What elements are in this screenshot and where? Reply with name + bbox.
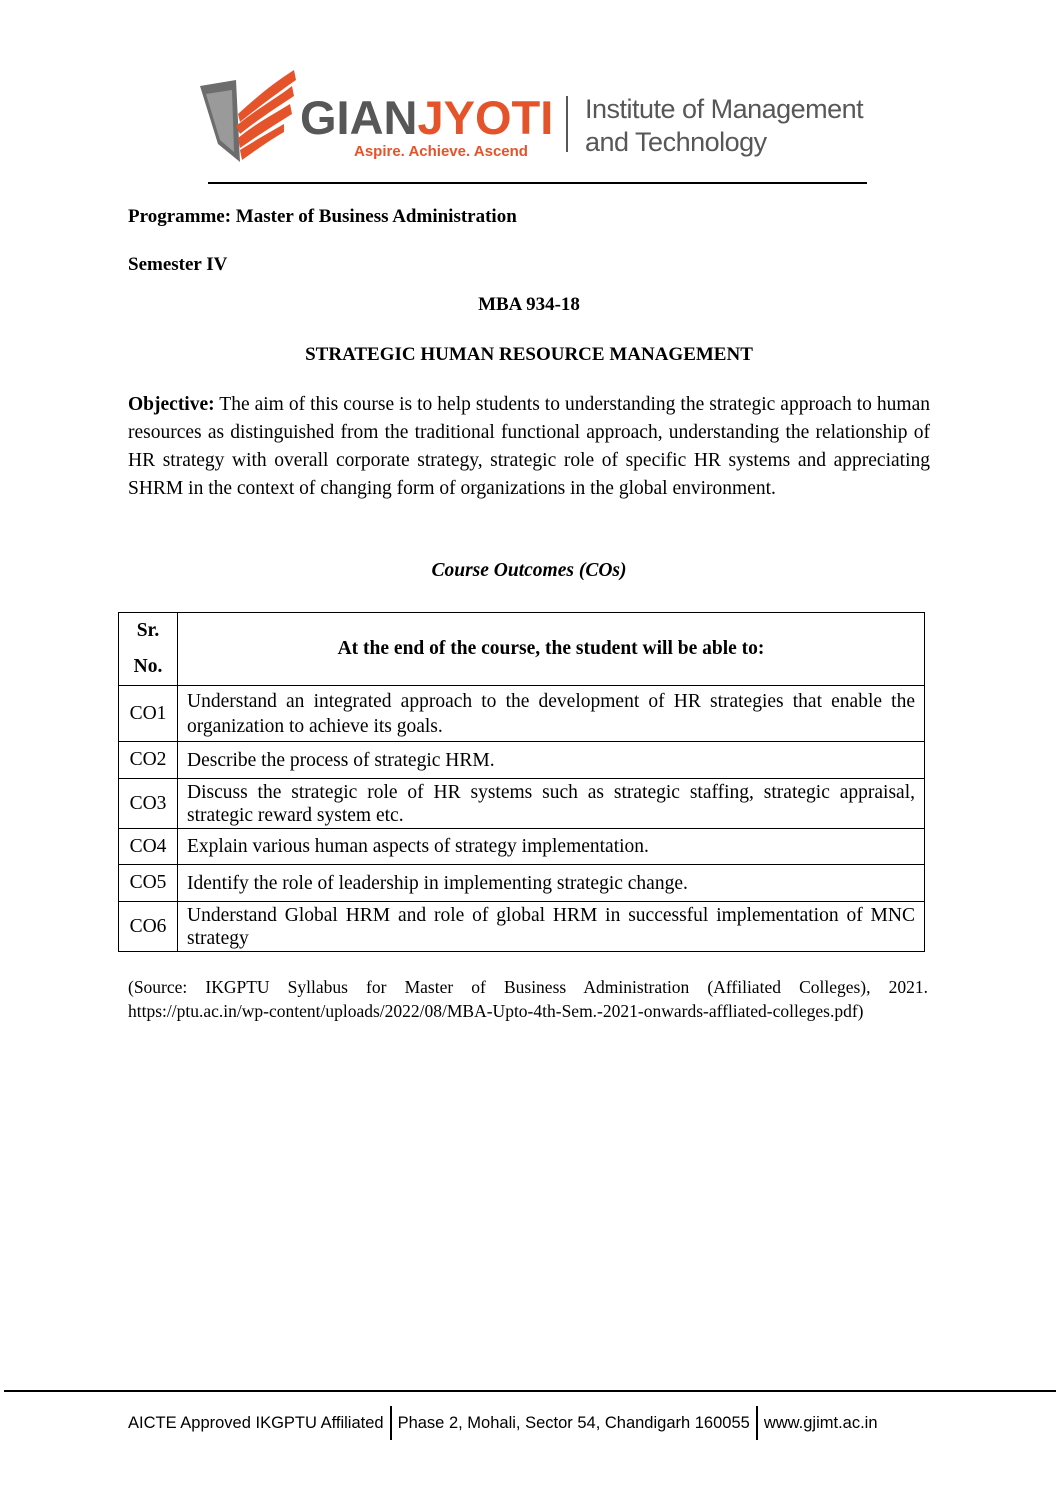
shield-wings-icon [200,70,296,162]
footer-accreditation: AICTE Approved IKGPTU Affiliated [128,1413,384,1432]
course-title: STRATEGIC HUMAN RESOURCE MANAGEMENT [305,344,753,365]
objective-label: Objective: [128,394,215,415]
objective-text: The aim of this course is to help students to understanding the strategic approach to human resources as distinguished from the traditional functional approach, understanding the relationship of HR strategy with overall corporate strategy, strategic role of specific HR systems and appreciating SHRM in the context of changing form of organizations in the global environment. [128,394,930,499]
co-code: CO3 [119,779,178,829]
source-citation: (Source: IKGPTU Syllabus for Master of Business Administration (Affiliated Colleges), 2021. https://ptu.ac.in/wp-content/uploads/2022/08/MBA-Upto-4th-Sem.-2021-onwards-affliated-colleges.pdf) [128,977,928,1021]
brand-name: GIANJYOTI [300,91,554,144]
programme-label: Programme: Master of Business Administration [128,206,517,227]
co-code: CO1 [119,686,178,742]
table-row [119,686,925,742]
footer-address: Phase 2, Mohali, Sector 54, Chandigarh 160055 [397,1413,750,1432]
institute-name-line1: Institute of Management [585,94,864,124]
footer-website: www.gjimt.ac.in [763,1413,878,1432]
brand-tagline: Aspire. Achieve. Ascend [354,143,528,160]
co-code: CO6 [119,902,178,952]
brand-divider [566,96,568,152]
co-code: CO2 [119,742,178,779]
page-footer [128,1405,878,1441]
co-description: Discuss the strategic role of HR systems such as strategic staffing, strategic appraisal, strategic reward system etc. [178,779,925,829]
header-divider [208,182,867,184]
footer-separator [390,1406,392,1440]
table-row [119,779,925,829]
institute-logo [196,66,866,176]
co-description: Explain various human aspects of strategy implementation. [178,829,925,865]
course-outcomes-heading: Course Outcomes (COs) [431,560,627,581]
semester-label: Semester IV [128,254,228,275]
table-row [119,902,925,952]
course-outcomes-table [118,612,925,952]
table-row [119,742,925,779]
institute-name-line2: and Technology [585,127,767,157]
co-code: CO4 [119,829,178,865]
co-description: Identify the role of leadership in implementing strategic change. [178,865,925,902]
co-description: Describe the process of strategic HRM. [178,742,925,779]
objective-paragraph [128,391,930,503]
footer-divider [4,1390,1056,1392]
sr-no-header: Sr. No. [119,613,178,686]
footer-separator [756,1406,758,1440]
co-description: Understand Global HRM and role of global HRM in successful implementation of MNC strategy [178,902,925,952]
co-description: Understand an integrated approach to the development of HR strategies that enable the organization to achieve its goals. [178,686,925,742]
course-code: MBA 934-18 [478,294,580,315]
table-header-row [119,613,925,686]
table-row [119,865,925,902]
table-row [119,829,925,865]
co-code: CO5 [119,865,178,902]
statement-header: At the end of the course, the student will be able to: [178,613,925,686]
